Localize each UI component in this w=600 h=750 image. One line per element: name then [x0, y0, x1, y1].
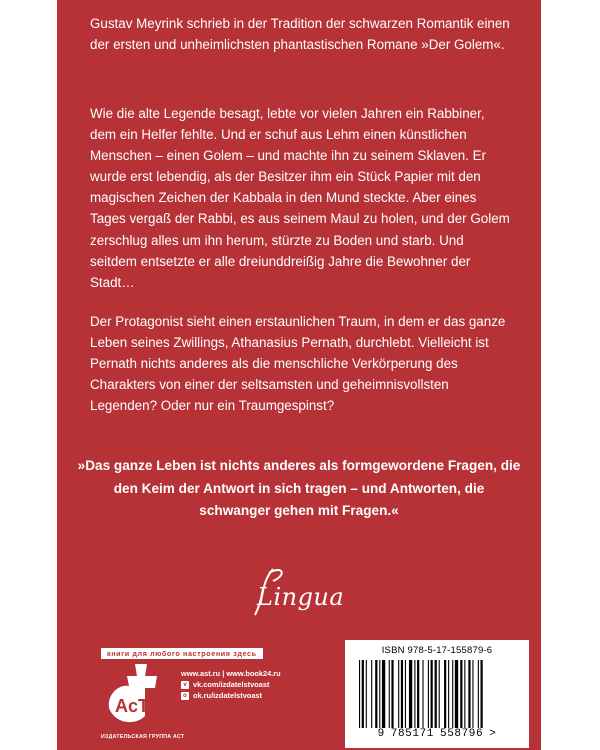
quote: »Das ganze Leben ist nichts anderes als formgewordene Fragen, die den Keim der Antwort in sich tragen – und Antworten, die schwanger gehen mit Fragen.« — [77, 458, 521, 518]
tagline: книги для любого настроения здесь — [101, 648, 263, 659]
barcode-bar — [452, 660, 453, 728]
barcode-bar — [481, 660, 483, 728]
barcode — [355, 660, 519, 728]
barcode-bar — [468, 660, 470, 728]
barcode-bar — [472, 660, 473, 728]
legend-paragraph: Wie die alte Legende besagt, lebte vor vielen Jahren ein Rabbiner, dem ein Helfer fehlte. Und er schuf aus Lehm einen künstlichen Menschen – einen Golem – und machte ihn zu seinem Sklaven. Er wurde erst lebendig, als der Besitzer ihm ein Stück Papier mit den magischen Zeichen der Kabbala in den Mund steckte. Aber eines Tages vergaß der Rabbi, es aus seinem Maul zu holen, und der Golem zerschlug alles um ihn herum, stürzte zu Boden und starb. Und seitdem entsetzte er alle dreiunddreißig Jahre die Bewohner der Stadt… — [90, 106, 510, 290]
website-link-text: www.ast.ru | www.book24.ru — [181, 669, 281, 678]
barcode-bar — [409, 660, 412, 728]
website-link[interactable] — [181, 668, 281, 679]
barcode-bar — [428, 660, 429, 728]
barcode-bar — [391, 660, 393, 728]
barcode-bar — [417, 660, 419, 728]
ok-link-text: ok.ru/izdatelstvoast — [193, 691, 262, 700]
barcode-bar — [460, 660, 462, 728]
vk-link[interactable] — [181, 679, 281, 690]
back-cover — [57, 0, 541, 750]
barcode-panel — [345, 640, 529, 748]
publisher-label: ИЗДАТЕЛЬСКАЯ ГРУППА АСТ — [101, 734, 185, 740]
barcode-bar — [375, 660, 377, 728]
barcode-bar — [379, 660, 380, 728]
barcode-bar — [431, 660, 433, 728]
barcode-digit-lead: 9 — [377, 728, 385, 740]
barcode-digits — [345, 728, 529, 740]
barcode-bar — [362, 660, 364, 728]
barcode-bar — [464, 660, 465, 728]
barcode-bar — [435, 660, 437, 728]
barcode-bar — [448, 660, 449, 728]
ok-icon: o — [181, 692, 189, 700]
barcode-bar — [382, 660, 385, 728]
svg-text:AcT: AcT — [115, 696, 150, 716]
barcode-digit-right: 558796 — [440, 728, 484, 740]
ok-link[interactable] — [181, 690, 281, 701]
barcode-bar — [405, 660, 406, 728]
barcode-bar — [478, 660, 479, 728]
publisher-links — [181, 668, 281, 701]
lingua-logo — [243, 565, 353, 625]
barcode-digit-left: 785171 — [390, 728, 434, 740]
barcode-bar — [422, 660, 423, 728]
intro-paragraph: Gustav Meyrink schrieb in der Tradition der schwarzen Romantik einen der ersten und unheimlichsten phantastischen Romane »Der Golem«. — [90, 16, 510, 53]
barcode-bar — [366, 660, 367, 728]
ast-logo-icon — [105, 660, 165, 730]
barcode-bar — [398, 660, 399, 728]
lingua-wordmark: Lingua — [257, 583, 345, 611]
barcode-bar — [371, 660, 372, 728]
ast-logo — [105, 660, 165, 730]
barcode-digit-marker: > — [489, 728, 497, 740]
barcode-bar — [455, 660, 458, 728]
protagonist-paragraph: Der Protagonist sieht einen erstaunlichen Traum, in dem er das ganze Leben seines Zwillings, Athanasius Pernath, durchlebt. Vielleicht ist Pernath nichts anderes als die menschliche Verkörperung des Charakters von einer der seltsamsten und geheimnisvollsten Legenden? Oder nur ein Traumgespinst? — [90, 314, 506, 414]
vk-icon: v — [181, 681, 189, 689]
vk-link-text: vk.com/izdatelstvoast — [193, 680, 270, 689]
isbn-text: ISBN 978-5-17-155879-6 — [381, 645, 493, 656]
barcode-bar — [389, 660, 390, 728]
barcode-bar — [444, 660, 446, 728]
barcode-bar — [401, 660, 403, 728]
barcode-bar — [414, 660, 415, 728]
barcode-bar — [439, 660, 440, 728]
barcode-bar — [359, 660, 360, 728]
